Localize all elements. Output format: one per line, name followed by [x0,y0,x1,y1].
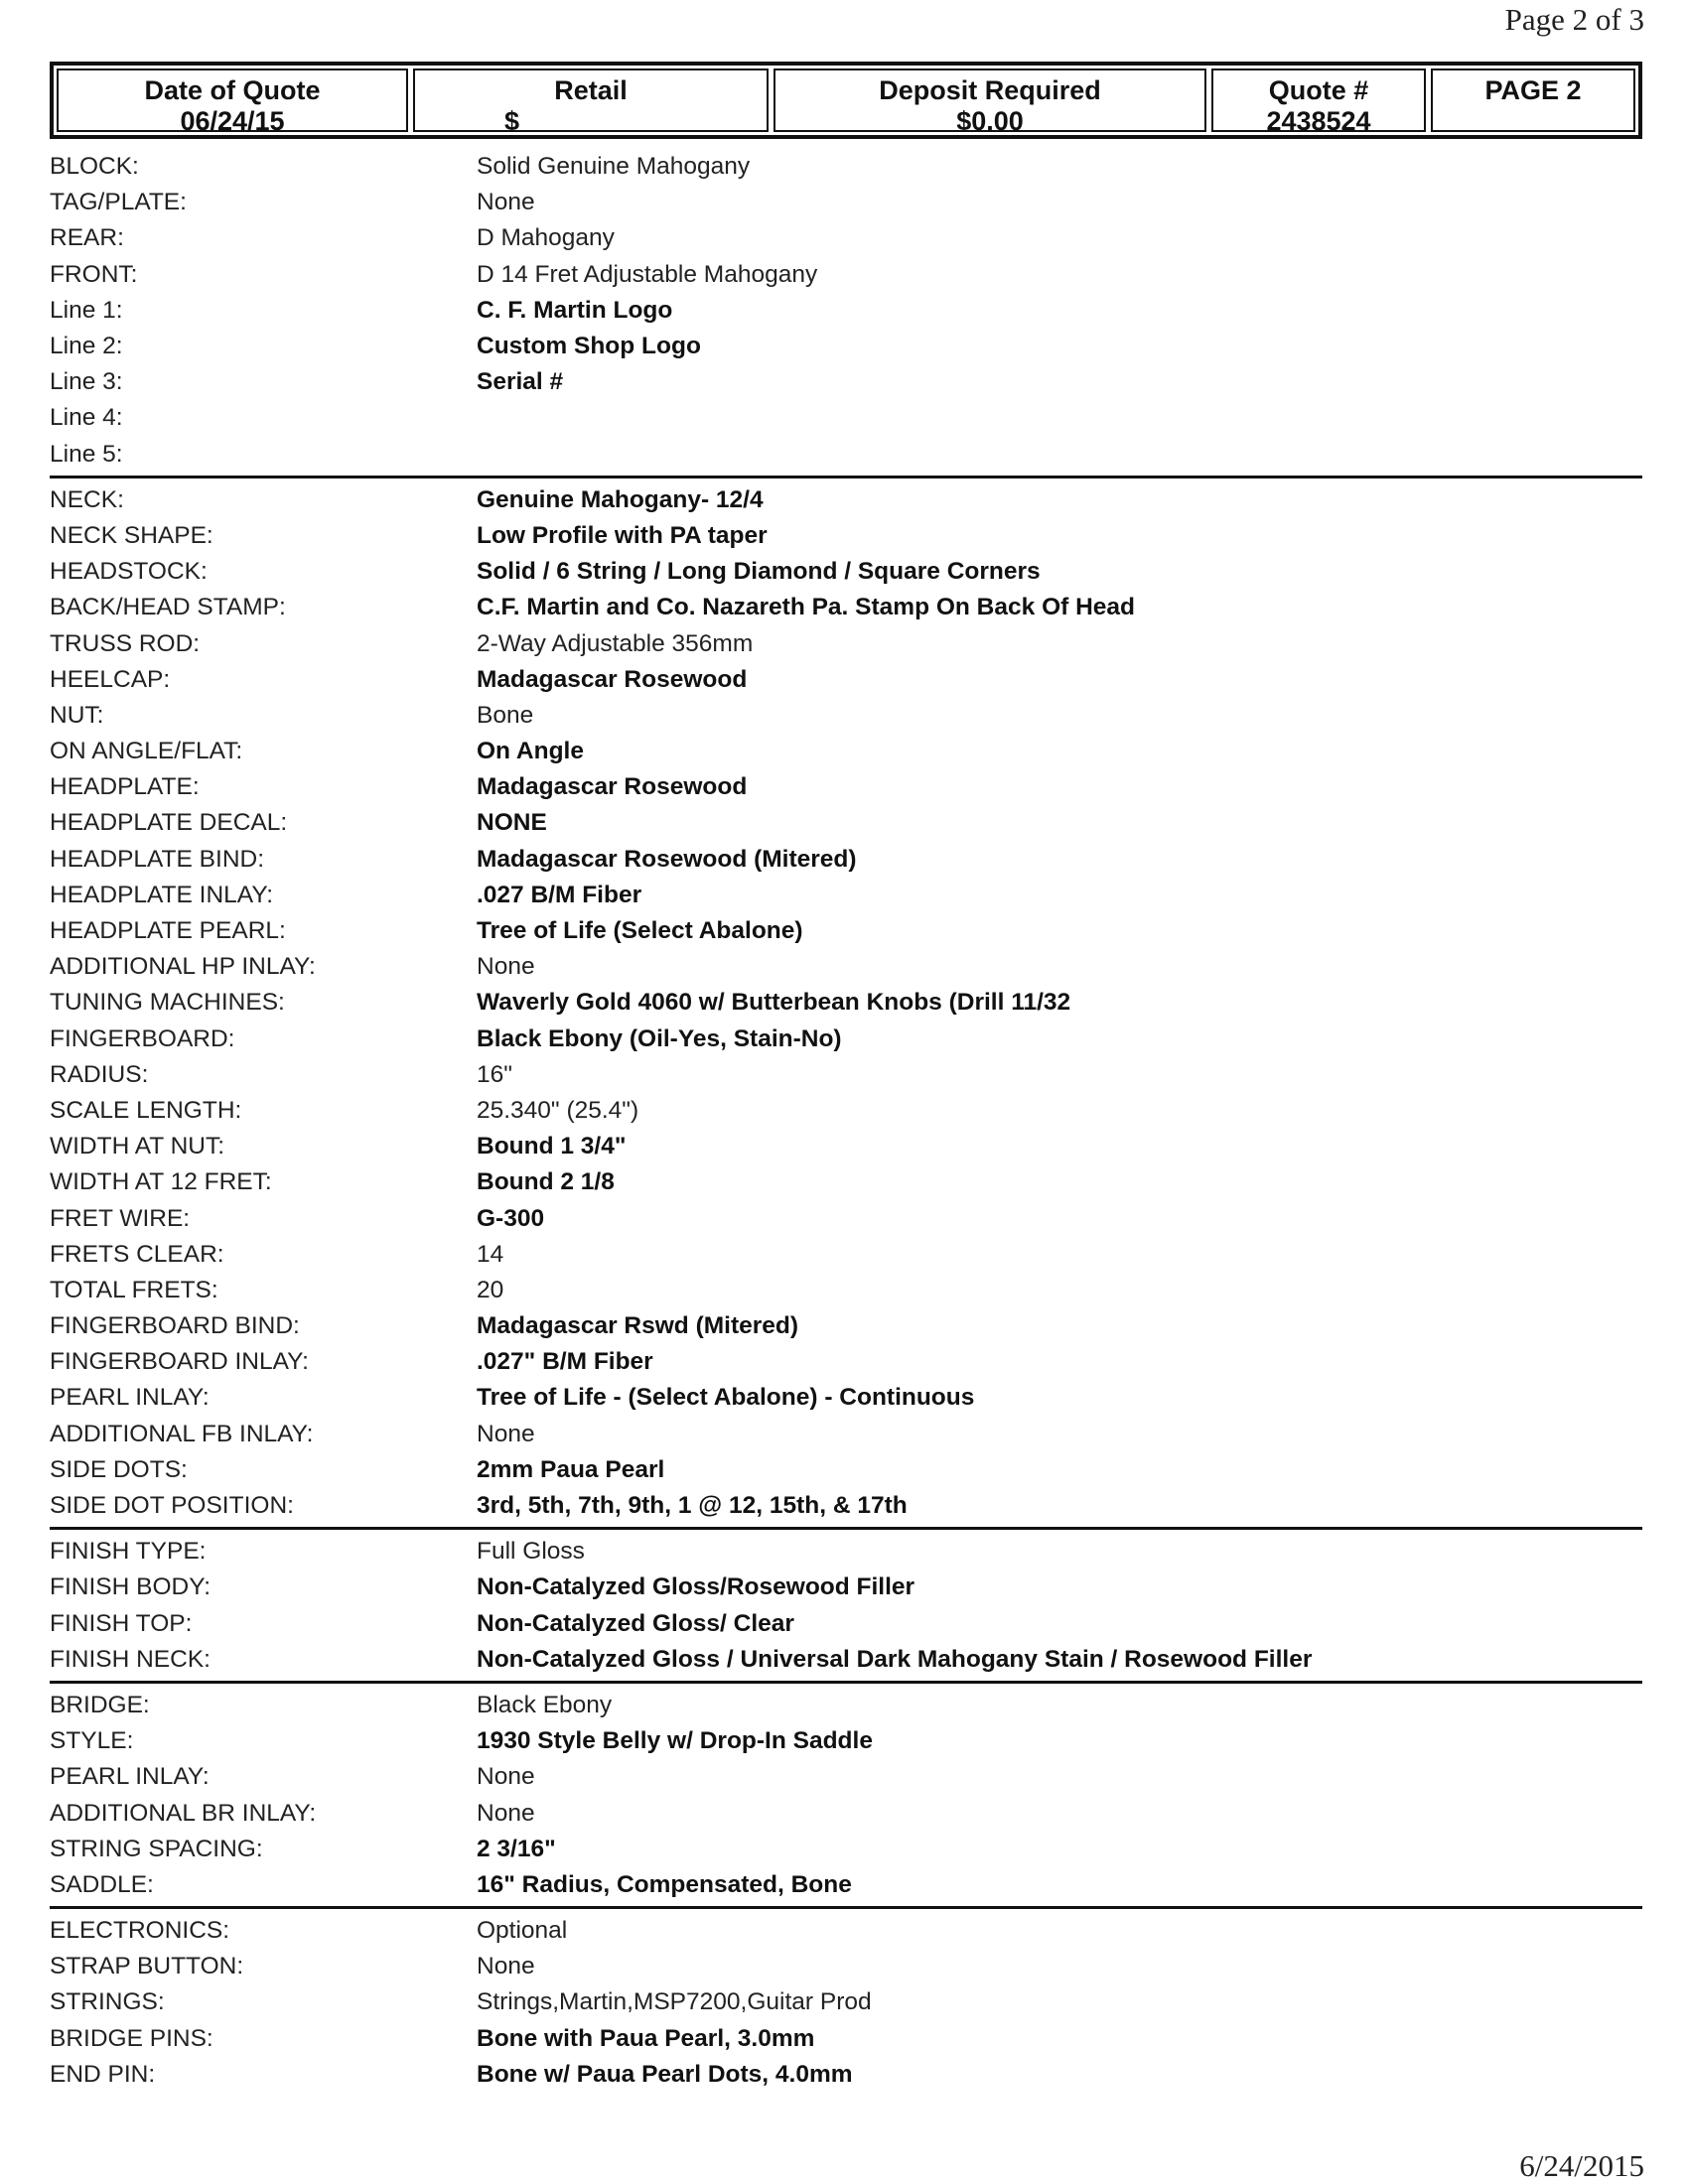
spec-row [50,2057,1642,2093]
spec-value: Bone w/ Paua Pearl Dots, 4.0mm [477,2060,853,2088]
spec-value: Full Gloss [477,1538,585,1566]
spec-label: HEADPLATE BIND: [50,845,265,873]
spec-row [50,293,1642,329]
spec-row [50,329,1642,364]
spec-row [50,482,1642,518]
spec-label: SIDE DOTS: [50,1455,188,1483]
spec-value: Non-Catalyzed Gloss/Rosewood Filler [477,1573,915,1601]
spec-value: Tree of Life - (Select Abalone) - Continuous [477,1384,975,1412]
spec-row [50,1452,1642,1488]
section-divider [50,1681,1642,1684]
spec-value: Custom Shop Logo [477,333,701,360]
spec-label: TOTAL FRETS: [50,1276,218,1303]
spec-value: On Angle [477,738,584,765]
spec-row [50,842,1642,878]
spec-label: ADDITIONAL BR INLAY: [50,1799,317,1827]
section-divider [50,476,1642,478]
spec-label: ELECTRONICS: [50,1917,230,1945]
spec-label: HEELCAP: [50,665,171,693]
spec-row [50,1344,1642,1380]
spec-row [50,590,1642,625]
spec-value: Optional [477,1917,568,1945]
spec-value: 14 [477,1240,504,1268]
spec-value: .027 B/M Fiber [477,881,642,908]
spec-label: SADDLE: [50,1870,154,1898]
spec-label: STYLE: [50,1727,134,1755]
spec-value: Bone with Paua Pearl, 3.0mm [477,2024,815,2052]
spec-value: 2-Way Adjustable 356mm [477,629,754,657]
spec-row [50,149,1642,185]
spec-label: Line 1: [50,296,123,324]
spec-row [50,913,1642,949]
spec-label: HEADPLATE: [50,773,200,801]
spec-value: Strings,Martin,MSP7200,Guitar Prod [477,1988,872,2016]
spec-row [50,1832,1642,1867]
spec-row [50,1273,1642,1308]
spec-label: FINISH BODY: [50,1573,211,1601]
spec-row [50,2021,1642,2057]
spec-row [50,769,1642,805]
spec-label: STRING SPACING: [50,1835,263,1862]
spec-row [50,1723,1642,1759]
spec-value: Bone [477,701,534,729]
page-indicator: Page 2 of 3 [1504,2,1644,37]
spec-value: C. F. Martin Logo [477,296,673,324]
spec-label: BRIDGE PINS: [50,2024,213,2052]
footer-date: 6/24/2015 [1519,2148,1644,2183]
retail-label: Retail [554,75,628,105]
spec-label: REAR: [50,224,124,252]
spec-value: C.F. Martin and Co. Nazareth Pa. Stamp On Back Of Head [477,594,1135,621]
spec-label: FINGERBOARD: [50,1024,235,1052]
spec-value: Non-Catalyzed Gloss/ Clear [477,1609,794,1637]
spec-label: Line 4: [50,404,123,432]
spec-label: BACK/HEAD STAMP: [50,594,286,621]
spec-row [50,1759,1642,1795]
date-of-quote-value: 06/24/15 [180,106,285,136]
quote-header-table [50,62,1642,139]
spec-row [50,1534,1642,1570]
spec-value: Madagascar Rosewood [477,665,748,693]
spec-label: PEARL INLAY: [50,1763,210,1791]
spec-value: Serial # [477,368,564,396]
spec-value: 25.340" (25.4") [477,1096,639,1124]
spec-value: Madagascar Rosewood (Mitered) [477,845,857,873]
spec-label: HEADSTOCK: [50,558,208,586]
spec-row [50,1488,1642,1524]
spec-label: STRINGS: [50,1988,165,2016]
retail-value: $ [504,106,520,136]
spec-row [50,400,1642,436]
spec-label: Line 3: [50,368,123,396]
spec-value: None [477,953,535,981]
retail-cell [413,68,769,136]
spec-label: PEARL INLAY: [50,1384,210,1412]
spec-row [50,1984,1642,2020]
spec-value: Madagascar Rswd (Mitered) [477,1312,799,1340]
spec-value: None [477,1799,535,1827]
spec-value: Tree of Life (Select Abalone) [477,917,803,945]
spec-value: D Mahogany [477,224,615,252]
spec-row [50,554,1642,590]
spec-label: HEADPLATE DECAL: [50,809,288,837]
spec-label: FRET WIRE: [50,1204,191,1232]
section-divider [50,1527,1642,1530]
spec-label: WIDTH AT NUT: [50,1133,225,1160]
spec-row [50,185,1642,220]
spec-label: END PIN: [50,2060,156,2088]
spec-value: .027" B/M Fiber [477,1348,653,1376]
spec-value: 1930 Style Belly w/ Drop-In Saddle [477,1727,873,1755]
spec-row [50,1570,1642,1605]
spec-label: FINISH TOP: [50,1609,193,1637]
spec-row [50,985,1642,1021]
spec-label: ADDITIONAL FB INLAY: [50,1420,314,1447]
spec-label: SCALE LENGTH: [50,1096,242,1124]
spec-label: TRUSS ROD: [50,629,201,657]
spec-row [50,1688,1642,1723]
spec-value: D 14 Fret Adjustable Mahogany [477,260,818,288]
spec-row [50,518,1642,554]
spec-row [50,1606,1642,1642]
spec-value: Genuine Mahogany- 12/4 [477,485,764,513]
deposit-required-label: Deposit Required [879,75,1101,105]
spec-row [50,1949,1642,1984]
deposit-required-cell [774,68,1206,136]
spec-row [50,220,1642,256]
spec-row [50,437,1642,473]
quote-number-value: 2438524 [1266,106,1371,136]
spec-row [50,1308,1642,1344]
spec-row [50,1867,1642,1903]
spec-value: Non-Catalyzed Gloss / Universal Dark Mahogany Stain / Rosewood Filler [477,1645,1313,1673]
spec-value: 16" Radius, Compensated, Bone [477,1870,852,1898]
spec-row [50,1164,1642,1200]
spec-value: 2mm Paua Pearl [477,1455,665,1483]
spec-row [50,364,1642,400]
page-label-cell [1431,68,1635,132]
spec-row [50,1057,1642,1093]
spec-value: G-300 [477,1204,545,1232]
spec-label: HEADPLATE PEARL: [50,917,286,945]
spec-label: SIDE DOT POSITION: [50,1492,294,1520]
spec-label: WIDTH AT 12 FRET: [50,1168,272,1196]
spec-row [50,1129,1642,1164]
spec-value: 16" [477,1060,512,1088]
spec-row [50,805,1642,841]
spec-value: 20 [477,1276,504,1303]
spec-label: BLOCK: [50,153,139,181]
spec-value: None [477,1763,535,1791]
spec-value: Low Profile with PA taper [477,521,768,549]
spec-value: Madagascar Rosewood [477,773,748,801]
spec-label: FINGERBOARD BIND: [50,1312,300,1340]
spec-value: Bound 2 1/8 [477,1168,615,1196]
spec-row [50,1417,1642,1452]
spec-row [50,1093,1642,1129]
spec-row [50,1022,1642,1057]
spec-label: FINISH NECK: [50,1645,211,1673]
spec-row [50,1642,1642,1678]
spec-row [50,949,1642,985]
spec-value: None [477,189,535,216]
spec-label: NUT: [50,701,104,729]
spec-row [50,734,1642,769]
spec-label: TAG/PLATE: [50,189,187,216]
spec-label: ON ANGLE/FLAT: [50,738,243,765]
spec-label: FINISH TYPE: [50,1538,207,1566]
spec-row [50,1380,1642,1416]
spec-row [50,1237,1642,1273]
spec-row [50,1200,1642,1236]
spec-value: Black Ebony (Oil-Yes, Stain-No) [477,1024,842,1052]
spec-value: 2 3/16" [477,1835,556,1862]
spec-label: BRIDGE: [50,1691,150,1718]
spec-label: TUNING MACHINES: [50,989,285,1017]
spec-label: HEADPLATE INLAY: [50,881,274,908]
spec-value: NONE [477,809,547,837]
spec-value: Black Ebony [477,1691,613,1718]
spec-value: Waverly Gold 4060 w/ Butterbean Knobs (Drill 11/32 [477,989,1071,1017]
spec-label: Line 2: [50,333,123,360]
spec-value: Solid / 6 String / Long Diamond / Square Corners [477,558,1041,586]
quote-number-cell [1211,68,1426,136]
spec-label: NECK SHAPE: [50,521,213,549]
spec-label: FRONT: [50,260,138,288]
spec-label: FINGERBOARD INLAY: [50,1348,309,1376]
spec-label: Line 5: [50,440,123,468]
spec-label: FRETS CLEAR: [50,1240,224,1268]
spec-value: Bound 1 3/4" [477,1133,627,1160]
date-of-quote-cell [57,68,408,136]
spec-list [50,149,1642,2093]
spec-value: None [477,1953,535,1980]
section-divider [50,1906,1642,1909]
spec-row [50,625,1642,661]
quote-number-label: Quote # [1268,75,1369,105]
spec-label: NECK: [50,485,124,513]
spec-row [50,1795,1642,1831]
spec-value: 3rd, 5th, 7th, 9th, 1 @ 12, 15th, & 17th [477,1492,908,1520]
spec-row [50,698,1642,734]
spec-label: RADIUS: [50,1060,149,1088]
spec-value: Solid Genuine Mahogany [477,153,751,181]
page-label: PAGE 2 [1484,75,1582,105]
spec-row [50,878,1642,913]
spec-value: None [477,1420,535,1447]
deposit-required-value: $0.00 [956,106,1024,136]
spec-label: ADDITIONAL HP INLAY: [50,953,316,981]
spec-label: STRAP BUTTON: [50,1953,244,1980]
date-of-quote-label: Date of Quote [144,75,321,105]
spec-row [50,1913,1642,1949]
spec-row [50,257,1642,293]
spec-row [50,662,1642,698]
